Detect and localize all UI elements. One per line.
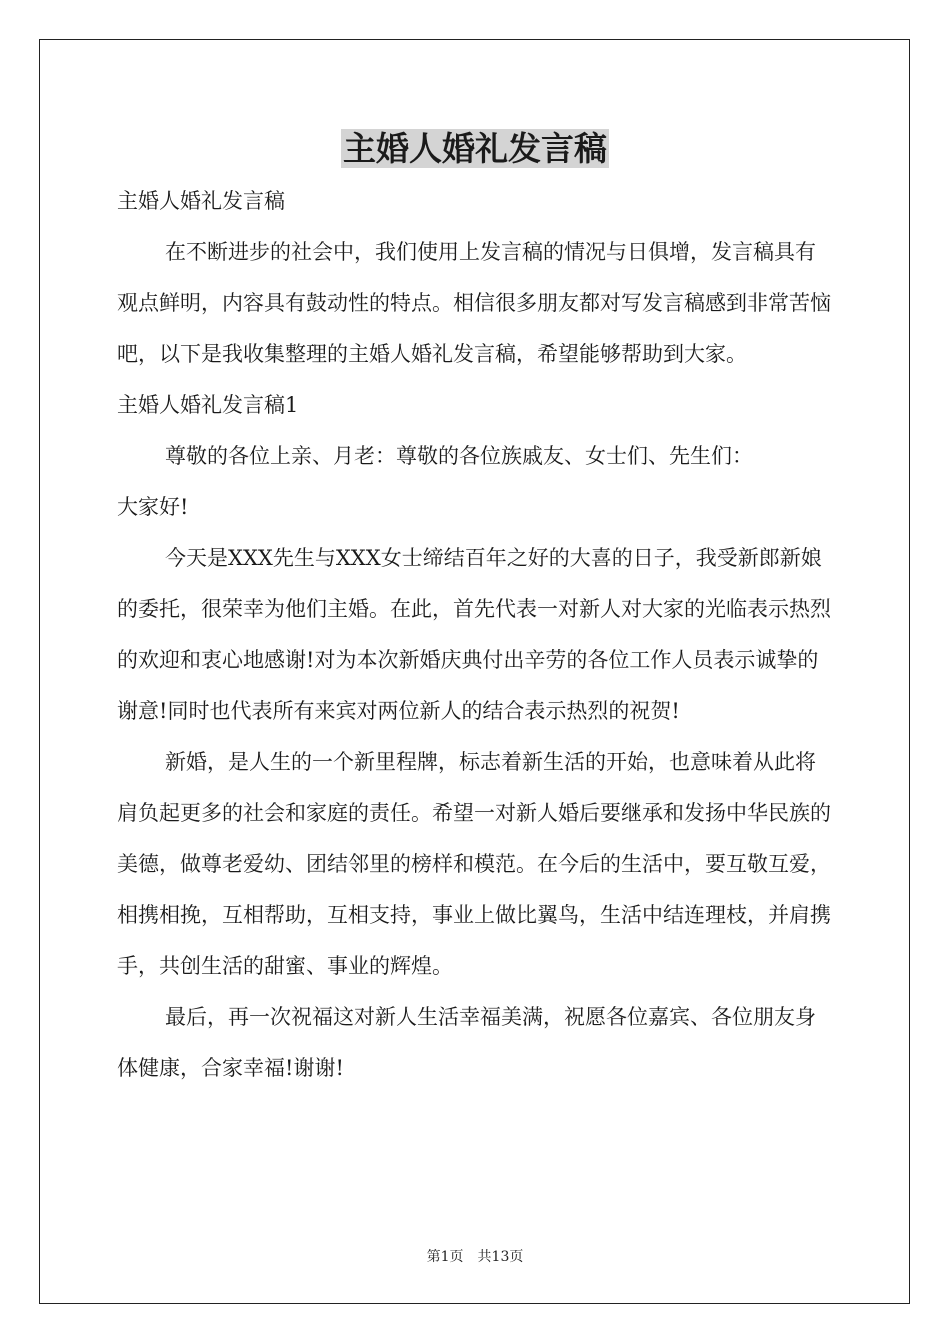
page-number-total: 共13页 <box>477 1249 524 1265</box>
intro-paragraph: 在不断进步的社会中，我们使用上发言稿的情况与日俱增，发言稿具有观点鲜明，内容具有鼓动性的特点。相信很多朋友都对写发言稿感到非常苦恼吧，以下是我收集整理的主婚人婚礼发言稿，希望能够帮助到大家。 <box>117 240 831 366</box>
page-number-current: 第1页 <box>426 1249 464 1265</box>
body-paragraph-2: 新婚，是人生的一个新里程牌，标志着新生活的开始，也意味着从此将肩负起更多的社会和家庭的责任。希望一对新人婚后要继承和发扬中华民族的美德，做尊老爱幼、团结邻里的榜样和模范。在今后的生活中，要互敬互爱，相携相挽，互相帮助，互相支持，事业上做比翼鸟，生活中结连理枝，并肩携手，共创生活的甜蜜、事业的辉煌。 <box>117 750 831 978</box>
section-heading: 主婚人婚礼发言稿1 <box>117 393 299 417</box>
document-title-text: 主婚人婚礼发言稿 <box>343 129 607 168</box>
closing-paragraph: 最后，再一次祝福这对新人生活幸福美满，祝愿各位嘉宾、各位朋友身体健康，合家幸福!谢谢! <box>117 1005 816 1080</box>
page-footer <box>0 1247 950 1267</box>
document-title <box>0 125 950 173</box>
document-body <box>117 176 833 1094</box>
body-paragraph-1: 今天是XXX先生与XXX女士缔结百年之好的大喜的日子，我受新郎新娘的委托，很荣幸为他们主婚。在此，首先代表一对新人对大家的光临表示热烈的欢迎和衷心地感谢!对为本次新婚庆典付出辛劳的各位工作人员表示诚挚的谢意!同时也代表所有来宾对两位新人的结合表示热烈的祝贺! <box>117 546 831 723</box>
document-subtitle: 主婚人婚礼发言稿 <box>117 189 285 213</box>
greeting-paragraph: 大家好! <box>117 495 189 519</box>
salutation-paragraph: 尊敬的各位上亲、月老：尊敬的各位族戚友、女士们、先生们： <box>165 444 753 468</box>
